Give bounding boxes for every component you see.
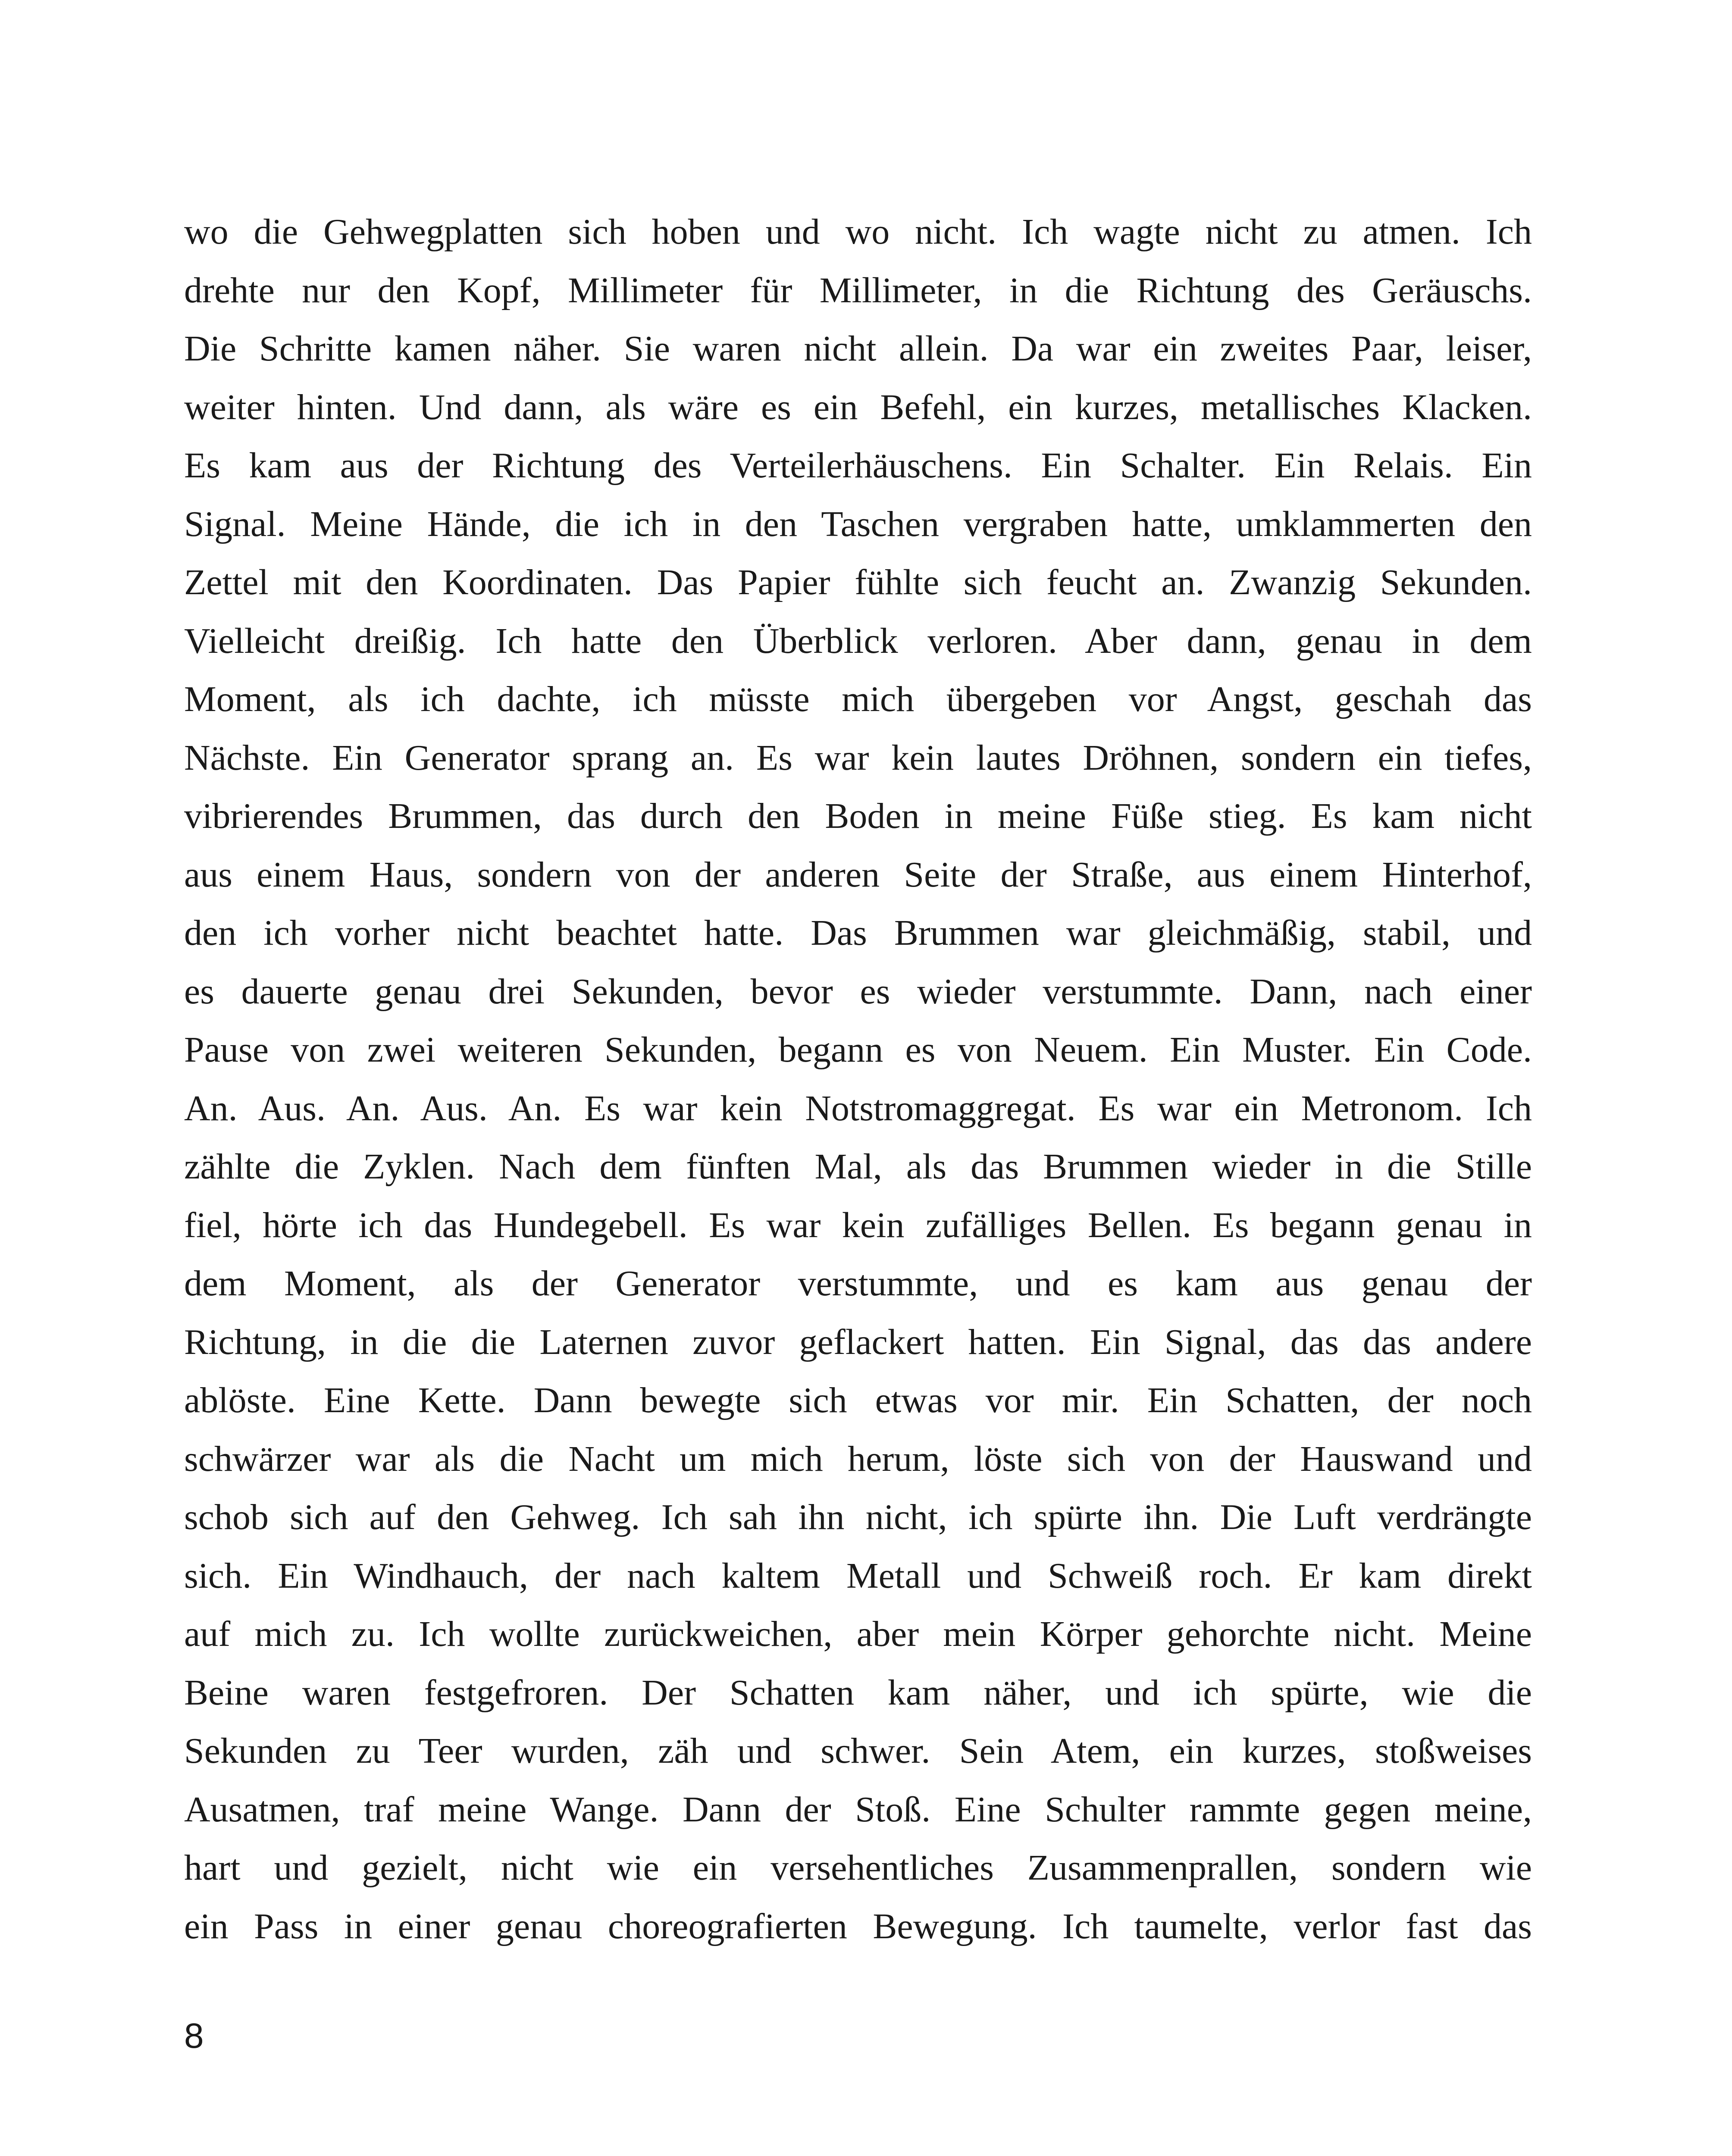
text-line: Signal. Meine Hände, die ich in den Taschen vergraben hatte, umklammerten den [184, 504, 1532, 544]
text-line: sich. Ein Windhauch, der nach kaltem Metall und Schweiß roch. Er kam direkt [184, 1555, 1532, 1596]
body-text [184, 203, 1532, 1955]
text-line: Vielleicht dreißig. Ich hatte den Überblick verloren. Aber dann, genau in dem [184, 620, 1532, 661]
text-line: An. Aus. An. Aus. An. Es war kein Notstromaggregat. Es war ein Metronom. Ich [184, 1088, 1532, 1128]
text-line: schob sich auf den Gehweg. Ich sah ihn nicht, ich spürte ihn. Die Luft verdrängte [184, 1497, 1532, 1537]
text-line: den ich vorher nicht beachtet hatte. Das Brummen war gleichmäßig, stabil, und [184, 913, 1532, 953]
text-line: Moment, als ich dachte, ich müsste mich übergeben vor Angst, geschah das [184, 679, 1532, 719]
text-line: Zettel mit den Koordinaten. Das Papier fühlte sich feucht an. Zwanzig Sekunden. [184, 562, 1532, 602]
text-line: auf mich zu. Ich wollte zurückweichen, aber mein Körper gehorchte nicht. Meine [184, 1614, 1532, 1654]
text-line: Richtung, in die die Laternen zuvor geflackert hatten. Ein Signal, das das andere [184, 1322, 1532, 1362]
text-line: ablöste. Eine Kette. Dann bewegte sich etwas vor mir. Ein Schatten, der noch [184, 1380, 1532, 1420]
text-line: Es kam aus der Richtung des Verteilerhäuschens. Ein Schalter. Ein Relais. Ein [184, 445, 1532, 486]
text-line: aus einem Haus, sondern von der anderen Seite der Straße, aus einem Hinterhof, [184, 854, 1532, 895]
text-line: vibrierendes Brummen, das durch den Boden in meine Füße stieg. Es kam nicht [184, 796, 1532, 836]
text-line: Nächste. Ein Generator sprang an. Es war kein lautes Dröhnen, sondern ein tiefes, [184, 737, 1532, 778]
text-line: Beine waren festgefroren. Der Schatten kam näher, und ich spürte, wie die [184, 1672, 1532, 1713]
text-line: hart und gezielt, nicht wie ein versehentliches Zusammenprallen, sondern wie [184, 1848, 1532, 1888]
text-line: Sekunden zu Teer wurden, zäh und schwer. Sein Atem, ein kurzes, stoßweises [184, 1731, 1532, 1771]
text-line: drehte nur den Kopf, Millimeter für Millimeter, in die Richtung des Geräuschs. [184, 270, 1532, 310]
text-line: Pause von zwei weiteren Sekunden, begann es von Neuem. Ein Muster. Ein Code. [184, 1030, 1532, 1070]
text-line: Die Schritte kamen näher. Sie waren nicht allein. Da war ein zweites Paar, leiser, [184, 329, 1532, 369]
text-line: zählte die Zyklen. Nach dem fünften Mal, als das Brummen wieder in die Stille [184, 1147, 1532, 1187]
text-line: weiter hinten. Und dann, als wäre es ein Befehl, ein kurzes, metallisches Klacken. [184, 387, 1532, 427]
text-line: fiel, hörte ich das Hundegebell. Es war kein zufälliges Bellen. Es begann genau in [184, 1205, 1532, 1245]
page-number: 8 [184, 2016, 204, 2056]
text-line: dem Moment, als der Generator verstummte, und es kam aus genau der [184, 1263, 1532, 1304]
text-line: schwärzer war als die Nacht um mich herum, löste sich von der Hauswand und [184, 1438, 1532, 1479]
text-line: ein Pass in einer genau choreografierten Bewegung. Ich taumelte, verlor fast das [184, 1906, 1532, 1946]
text-line: es dauerte genau drei Sekunden, bevor es wieder verstummte. Dann, nach einer [184, 971, 1532, 1012]
text-line: wo die Gehwegplatten sich hoben und wo nicht. Ich wagte nicht zu atmen. Ich [184, 212, 1532, 252]
text-line: Ausatmen, traf meine Wange. Dann der Stoß. Eine Schulter rammte gegen meine, [184, 1789, 1532, 1830]
